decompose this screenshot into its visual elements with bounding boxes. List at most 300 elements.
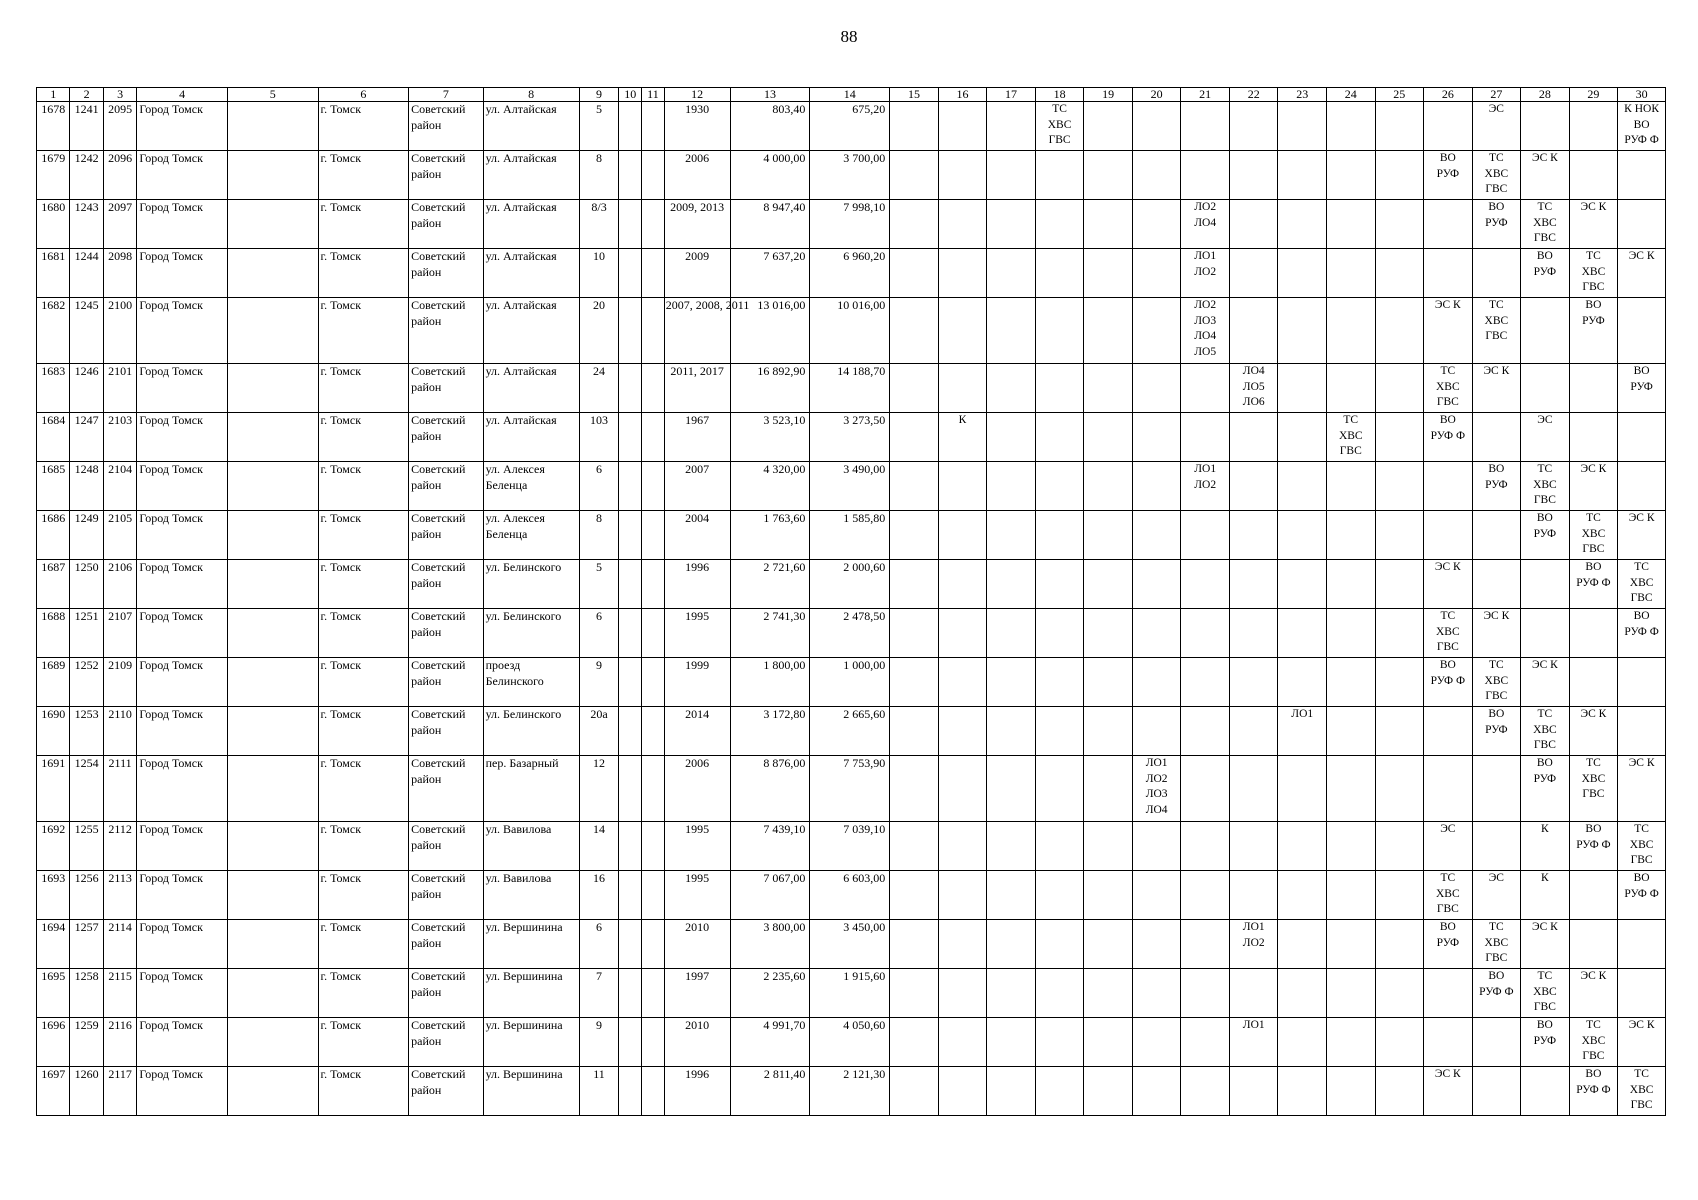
cell-col-24 <box>1327 511 1376 560</box>
cell-col-12: 1995 <box>664 871 730 920</box>
cell-col-21 <box>1181 511 1230 560</box>
column-header-26: 26 <box>1424 88 1473 102</box>
cell-col-15 <box>890 298 939 364</box>
cell-col-24 <box>1327 102 1376 151</box>
cell-col-2: 1255 <box>70 822 103 871</box>
cell-col-20 <box>1132 822 1181 871</box>
cell-col-24 <box>1327 822 1376 871</box>
table-row <box>37 511 1666 560</box>
cell-col-30 <box>1618 707 1666 756</box>
cell-col-12: 2009, 2013 <box>664 200 730 249</box>
cell-col-19 <box>1084 707 1133 756</box>
cell-col-4: Город Томск <box>137 364 228 413</box>
cell-col-23 <box>1278 822 1327 871</box>
cell-col-18 <box>1035 249 1084 298</box>
cell-col-4: Город Томск <box>137 298 228 364</box>
cell-col-6: г. Томск <box>318 1018 409 1067</box>
cell-col-2: 1251 <box>70 609 103 658</box>
cell-col-18 <box>1035 707 1084 756</box>
cell-col-2: 1248 <box>70 462 103 511</box>
column-header-28: 28 <box>1521 88 1570 102</box>
cell-col-30: ВО РУФ <box>1618 364 1666 413</box>
cell-col-24 <box>1327 249 1376 298</box>
cell-col-6: г. Томск <box>318 298 409 364</box>
cell-col-7: Советский район <box>409 560 483 609</box>
cell-col-26 <box>1424 249 1473 298</box>
cell-col-16 <box>938 658 987 707</box>
cell-col-4: Город Томск <box>137 462 228 511</box>
cell-col-27: ЭС К <box>1472 609 1521 658</box>
cell-col-13: 7 439,10 <box>730 822 810 871</box>
cell-col-20 <box>1132 151 1181 200</box>
cell-col-21 <box>1181 969 1230 1018</box>
cell-col-15 <box>890 707 939 756</box>
cell-col-15 <box>890 1067 939 1116</box>
cell-col-18 <box>1035 609 1084 658</box>
column-header-25: 25 <box>1375 88 1424 102</box>
cell-col-21: ЛО1 ЛО2 <box>1181 249 1230 298</box>
cell-col-16 <box>938 364 987 413</box>
cell-col-4: Город Томск <box>137 920 228 969</box>
cell-col-26: ЭС К <box>1424 1067 1473 1116</box>
cell-col-18 <box>1035 511 1084 560</box>
cell-col-10 <box>619 560 642 609</box>
cell-col-9: 9 <box>579 1018 619 1067</box>
cell-col-30: ВО РУФ Ф <box>1618 871 1666 920</box>
cell-col-8: ул. Алексея Беленца <box>483 462 579 511</box>
cell-col-29: ТС ХВС ГВС <box>1569 1018 1618 1067</box>
cell-col-22 <box>1229 511 1278 560</box>
cell-col-24 <box>1327 707 1376 756</box>
cell-col-26: ТС ХВС ГВС <box>1424 871 1473 920</box>
cell-col-8: ул. Белинского <box>483 707 579 756</box>
cell-col-25 <box>1375 200 1424 249</box>
cell-col-19 <box>1084 822 1133 871</box>
cell-col-1: 1688 <box>37 609 70 658</box>
cell-col-24 <box>1327 920 1376 969</box>
cell-col-5 <box>227 511 318 560</box>
cell-col-1: 1679 <box>37 151 70 200</box>
cell-col-1: 1680 <box>37 200 70 249</box>
cell-col-22 <box>1229 658 1278 707</box>
cell-col-12: 1996 <box>664 560 730 609</box>
cell-col-10 <box>619 822 642 871</box>
column-header-3: 3 <box>103 88 136 102</box>
cell-col-26: ТС ХВС ГВС <box>1424 609 1473 658</box>
cell-col-10 <box>619 1018 642 1067</box>
cell-col-11 <box>642 200 665 249</box>
cell-col-25 <box>1375 249 1424 298</box>
cell-col-18 <box>1035 871 1084 920</box>
cell-col-15 <box>890 1018 939 1067</box>
cell-col-13: 4 991,70 <box>730 1018 810 1067</box>
cell-col-4: Город Томск <box>137 756 228 822</box>
cell-col-22: ЛО4 ЛО5 ЛО6 <box>1229 364 1278 413</box>
cell-col-4: Город Томск <box>137 413 228 462</box>
cell-col-4: Город Томск <box>137 658 228 707</box>
cell-col-24 <box>1327 1067 1376 1116</box>
cell-col-18 <box>1035 560 1084 609</box>
table-row <box>37 969 1666 1018</box>
cell-col-27 <box>1472 756 1521 822</box>
cell-col-3: 2113 <box>103 871 136 920</box>
cell-col-15 <box>890 560 939 609</box>
cell-col-30: ЭС К <box>1618 511 1666 560</box>
cell-col-23 <box>1278 102 1327 151</box>
cell-col-26: ЭС К <box>1424 560 1473 609</box>
cell-col-19 <box>1084 1018 1133 1067</box>
cell-col-22 <box>1229 560 1278 609</box>
cell-col-27 <box>1472 1067 1521 1116</box>
cell-col-28: К <box>1521 822 1570 871</box>
cell-col-16 <box>938 462 987 511</box>
cell-col-10 <box>619 1067 642 1116</box>
cell-col-2: 1245 <box>70 298 103 364</box>
cell-col-8: ул. Алтайская <box>483 249 579 298</box>
cell-col-10 <box>619 511 642 560</box>
cell-col-21: ЛО2 ЛО4 <box>1181 200 1230 249</box>
cell-col-1: 1696 <box>37 1018 70 1067</box>
cell-col-27: ВО РУФ <box>1472 462 1521 511</box>
cell-col-7: Советский район <box>409 200 483 249</box>
column-header-24: 24 <box>1327 88 1376 102</box>
cell-col-4: Город Томск <box>137 249 228 298</box>
cell-col-6: г. Томск <box>318 560 409 609</box>
cell-col-16 <box>938 1067 987 1116</box>
table-row <box>37 756 1666 822</box>
cell-col-25 <box>1375 462 1424 511</box>
cell-col-4: Город Томск <box>137 560 228 609</box>
cell-col-1: 1695 <box>37 969 70 1018</box>
column-header-21: 21 <box>1181 88 1230 102</box>
cell-col-4: Город Томск <box>137 511 228 560</box>
cell-col-17 <box>987 920 1036 969</box>
cell-col-10 <box>619 298 642 364</box>
cell-col-20 <box>1132 1018 1181 1067</box>
cell-col-17 <box>987 511 1036 560</box>
cell-col-25 <box>1375 560 1424 609</box>
cell-col-11 <box>642 298 665 364</box>
cell-col-8: ул. Алексея Беленца <box>483 511 579 560</box>
cell-col-1: 1681 <box>37 249 70 298</box>
cell-col-30 <box>1618 298 1666 364</box>
cell-col-24 <box>1327 560 1376 609</box>
cell-col-13: 3 172,80 <box>730 707 810 756</box>
cell-col-27: ЭС <box>1472 102 1521 151</box>
cell-col-11 <box>642 364 665 413</box>
cell-col-11 <box>642 920 665 969</box>
cell-col-16 <box>938 756 987 822</box>
cell-col-18 <box>1035 413 1084 462</box>
cell-col-12: 2010 <box>664 920 730 969</box>
table-row <box>37 920 1666 969</box>
cell-col-30: К НОК ВО РУФ Ф <box>1618 102 1666 151</box>
cell-col-17 <box>987 151 1036 200</box>
cell-col-8: ул. Алтайская <box>483 364 579 413</box>
cell-col-19 <box>1084 102 1133 151</box>
cell-col-29: ТС ХВС ГВС <box>1569 756 1618 822</box>
cell-col-19 <box>1084 364 1133 413</box>
cell-col-1: 1694 <box>37 920 70 969</box>
cell-col-8: ул. Вершинина <box>483 1018 579 1067</box>
column-header-4: 4 <box>137 88 228 102</box>
cell-col-22: ЛО1 <box>1229 1018 1278 1067</box>
cell-col-27: ТС ХВС ГВС <box>1472 920 1521 969</box>
cell-col-8: ул. Вершинина <box>483 969 579 1018</box>
cell-col-11 <box>642 756 665 822</box>
cell-col-28: ЭС К <box>1521 920 1570 969</box>
cell-col-17 <box>987 969 1036 1018</box>
column-header-2: 2 <box>70 88 103 102</box>
cell-col-22 <box>1229 871 1278 920</box>
cell-col-29: ТС ХВС ГВС <box>1569 511 1618 560</box>
cell-col-6: г. Томск <box>318 511 409 560</box>
cell-col-13: 3 800,00 <box>730 920 810 969</box>
cell-col-13: 13 016,00 <box>730 298 810 364</box>
cell-col-9: 103 <box>579 413 619 462</box>
cell-col-5 <box>227 609 318 658</box>
cell-col-30 <box>1618 969 1666 1018</box>
cell-col-24 <box>1327 462 1376 511</box>
cell-col-24: ТС ХВС ГВС <box>1327 413 1376 462</box>
cell-col-24 <box>1327 1018 1376 1067</box>
cell-col-2: 1252 <box>70 658 103 707</box>
column-header-23: 23 <box>1278 88 1327 102</box>
cell-col-13: 4 000,00 <box>730 151 810 200</box>
cell-col-17 <box>987 364 1036 413</box>
cell-col-27 <box>1472 249 1521 298</box>
cell-col-21 <box>1181 413 1230 462</box>
cell-col-25 <box>1375 511 1424 560</box>
cell-col-26 <box>1424 200 1473 249</box>
cell-col-24 <box>1327 298 1376 364</box>
cell-col-15 <box>890 920 939 969</box>
cell-col-19 <box>1084 151 1133 200</box>
cell-col-14: 2 121,30 <box>810 1067 890 1116</box>
cell-col-6: г. Томск <box>318 102 409 151</box>
cell-col-10 <box>619 151 642 200</box>
cell-col-14: 7 998,10 <box>810 200 890 249</box>
cell-col-4: Город Томск <box>137 609 228 658</box>
cell-col-5 <box>227 969 318 1018</box>
cell-col-21 <box>1181 920 1230 969</box>
cell-col-6: г. Томск <box>318 1067 409 1116</box>
cell-col-21 <box>1181 658 1230 707</box>
cell-col-6: г. Томск <box>318 756 409 822</box>
cell-col-2: 1258 <box>70 969 103 1018</box>
cell-col-27: ВО РУФ Ф <box>1472 969 1521 1018</box>
cell-col-15 <box>890 609 939 658</box>
cell-col-27: ТС ХВС ГВС <box>1472 151 1521 200</box>
cell-col-11 <box>642 151 665 200</box>
cell-col-5 <box>227 707 318 756</box>
cell-col-18 <box>1035 1067 1084 1116</box>
cell-col-18 <box>1035 822 1084 871</box>
cell-col-6: г. Томск <box>318 151 409 200</box>
cell-col-10 <box>619 756 642 822</box>
cell-col-2: 1259 <box>70 1018 103 1067</box>
cell-col-4: Город Томск <box>137 822 228 871</box>
cell-col-7: Советский район <box>409 871 483 920</box>
cell-col-25 <box>1375 364 1424 413</box>
cell-col-8: ул. Алтайская <box>483 200 579 249</box>
cell-col-17 <box>987 609 1036 658</box>
cell-col-9: 6 <box>579 462 619 511</box>
table-row <box>37 249 1666 298</box>
cell-col-14: 1 000,00 <box>810 658 890 707</box>
cell-col-13: 8 947,40 <box>730 200 810 249</box>
cell-col-9: 7 <box>579 969 619 1018</box>
cell-col-22 <box>1229 249 1278 298</box>
cell-col-27: ЭС К <box>1472 364 1521 413</box>
table-row <box>37 560 1666 609</box>
cell-col-22 <box>1229 102 1278 151</box>
cell-col-9: 11 <box>579 1067 619 1116</box>
cell-col-22 <box>1229 609 1278 658</box>
cell-col-26: ВО РУФ Ф <box>1424 413 1473 462</box>
cell-col-28: ВО РУФ <box>1521 1018 1570 1067</box>
cell-col-2: 1256 <box>70 871 103 920</box>
cell-col-7: Советский район <box>409 822 483 871</box>
cell-col-25 <box>1375 1018 1424 1067</box>
cell-col-8: ул. Вавилова <box>483 822 579 871</box>
cell-col-10 <box>619 707 642 756</box>
cell-col-14: 6 603,00 <box>810 871 890 920</box>
cell-col-9: 8 <box>579 511 619 560</box>
table-row <box>37 364 1666 413</box>
cell-col-1: 1682 <box>37 298 70 364</box>
cell-col-18 <box>1035 1018 1084 1067</box>
cell-col-3: 2101 <box>103 364 136 413</box>
cell-col-17 <box>987 462 1036 511</box>
table-row <box>37 200 1666 249</box>
cell-col-2: 1244 <box>70 249 103 298</box>
cell-col-28 <box>1521 560 1570 609</box>
cell-col-13: 3 523,10 <box>730 413 810 462</box>
cell-col-15 <box>890 364 939 413</box>
table-row <box>37 151 1666 200</box>
cell-col-22 <box>1229 969 1278 1018</box>
cell-col-14: 3 450,00 <box>810 920 890 969</box>
cell-col-26 <box>1424 1018 1473 1067</box>
cell-col-6: г. Томск <box>318 200 409 249</box>
cell-col-20 <box>1132 249 1181 298</box>
cell-col-25 <box>1375 707 1424 756</box>
cell-col-6: г. Томск <box>318 364 409 413</box>
cell-col-5 <box>227 102 318 151</box>
cell-col-12: 2014 <box>664 707 730 756</box>
cell-col-15 <box>890 102 939 151</box>
cell-col-14: 10 016,00 <box>810 298 890 364</box>
cell-col-21 <box>1181 364 1230 413</box>
column-header-22: 22 <box>1229 88 1278 102</box>
cell-col-6: г. Томск <box>318 969 409 1018</box>
cell-col-15 <box>890 249 939 298</box>
cell-col-29 <box>1569 871 1618 920</box>
cell-col-11 <box>642 560 665 609</box>
cell-col-10 <box>619 462 642 511</box>
cell-col-5 <box>227 364 318 413</box>
cell-col-26 <box>1424 511 1473 560</box>
cell-col-26: ВО РУФ <box>1424 920 1473 969</box>
cell-col-20 <box>1132 1067 1181 1116</box>
cell-col-11 <box>642 658 665 707</box>
cell-col-17 <box>987 1067 1036 1116</box>
cell-col-9: 5 <box>579 560 619 609</box>
cell-col-6: г. Томск <box>318 609 409 658</box>
cell-col-1: 1690 <box>37 707 70 756</box>
cell-col-27 <box>1472 511 1521 560</box>
cell-col-29: ЭС К <box>1569 707 1618 756</box>
cell-col-29: ЭС К <box>1569 200 1618 249</box>
cell-col-18 <box>1035 658 1084 707</box>
cell-col-26 <box>1424 462 1473 511</box>
cell-col-4: Город Томск <box>137 1067 228 1116</box>
column-header-17: 17 <box>987 88 1036 102</box>
cell-col-20 <box>1132 560 1181 609</box>
cell-col-18 <box>1035 756 1084 822</box>
cell-col-4: Город Томск <box>137 969 228 1018</box>
cell-col-24 <box>1327 756 1376 822</box>
cell-col-22 <box>1229 200 1278 249</box>
cell-col-19 <box>1084 298 1133 364</box>
cell-col-26 <box>1424 102 1473 151</box>
cell-col-25 <box>1375 920 1424 969</box>
cell-col-16 <box>938 1018 987 1067</box>
cell-col-7: Советский район <box>409 658 483 707</box>
column-header-9: 9 <box>579 88 619 102</box>
cell-col-13: 7 637,20 <box>730 249 810 298</box>
cell-col-6: г. Томск <box>318 871 409 920</box>
cell-col-29: ВО РУФ Ф <box>1569 1067 1618 1116</box>
cell-col-7: Советский район <box>409 756 483 822</box>
cell-col-16 <box>938 298 987 364</box>
cell-col-7: Советский район <box>409 462 483 511</box>
cell-col-16 <box>938 969 987 1018</box>
cell-col-30 <box>1618 920 1666 969</box>
cell-col-7: Советский район <box>409 364 483 413</box>
cell-col-7: Советский район <box>409 511 483 560</box>
cell-col-17 <box>987 200 1036 249</box>
cell-col-29: ВО РУФ <box>1569 298 1618 364</box>
cell-col-11 <box>642 102 665 151</box>
cell-col-10 <box>619 920 642 969</box>
column-header-10: 10 <box>619 88 642 102</box>
cell-col-8: пер. Базарный <box>483 756 579 822</box>
cell-col-27: ЭС <box>1472 871 1521 920</box>
cell-col-16: К <box>938 413 987 462</box>
cell-col-9: 5 <box>579 102 619 151</box>
cell-col-30: ЭС К <box>1618 1018 1666 1067</box>
cell-col-15 <box>890 200 939 249</box>
cell-col-18 <box>1035 364 1084 413</box>
cell-col-29 <box>1569 413 1618 462</box>
cell-col-5 <box>227 822 318 871</box>
cell-col-12: 1997 <box>664 969 730 1018</box>
cell-col-1: 1687 <box>37 560 70 609</box>
cell-col-14: 3 700,00 <box>810 151 890 200</box>
cell-col-3: 2100 <box>103 298 136 364</box>
cell-col-5 <box>227 249 318 298</box>
cell-col-8: ул. Вершинина <box>483 1067 579 1116</box>
cell-col-22: ЛО1 ЛО2 <box>1229 920 1278 969</box>
cell-col-24 <box>1327 151 1376 200</box>
cell-col-22 <box>1229 707 1278 756</box>
cell-col-8: ул. Вавилова <box>483 871 579 920</box>
cell-col-27 <box>1472 1018 1521 1067</box>
cell-col-16 <box>938 102 987 151</box>
cell-col-12: 2007 <box>664 462 730 511</box>
